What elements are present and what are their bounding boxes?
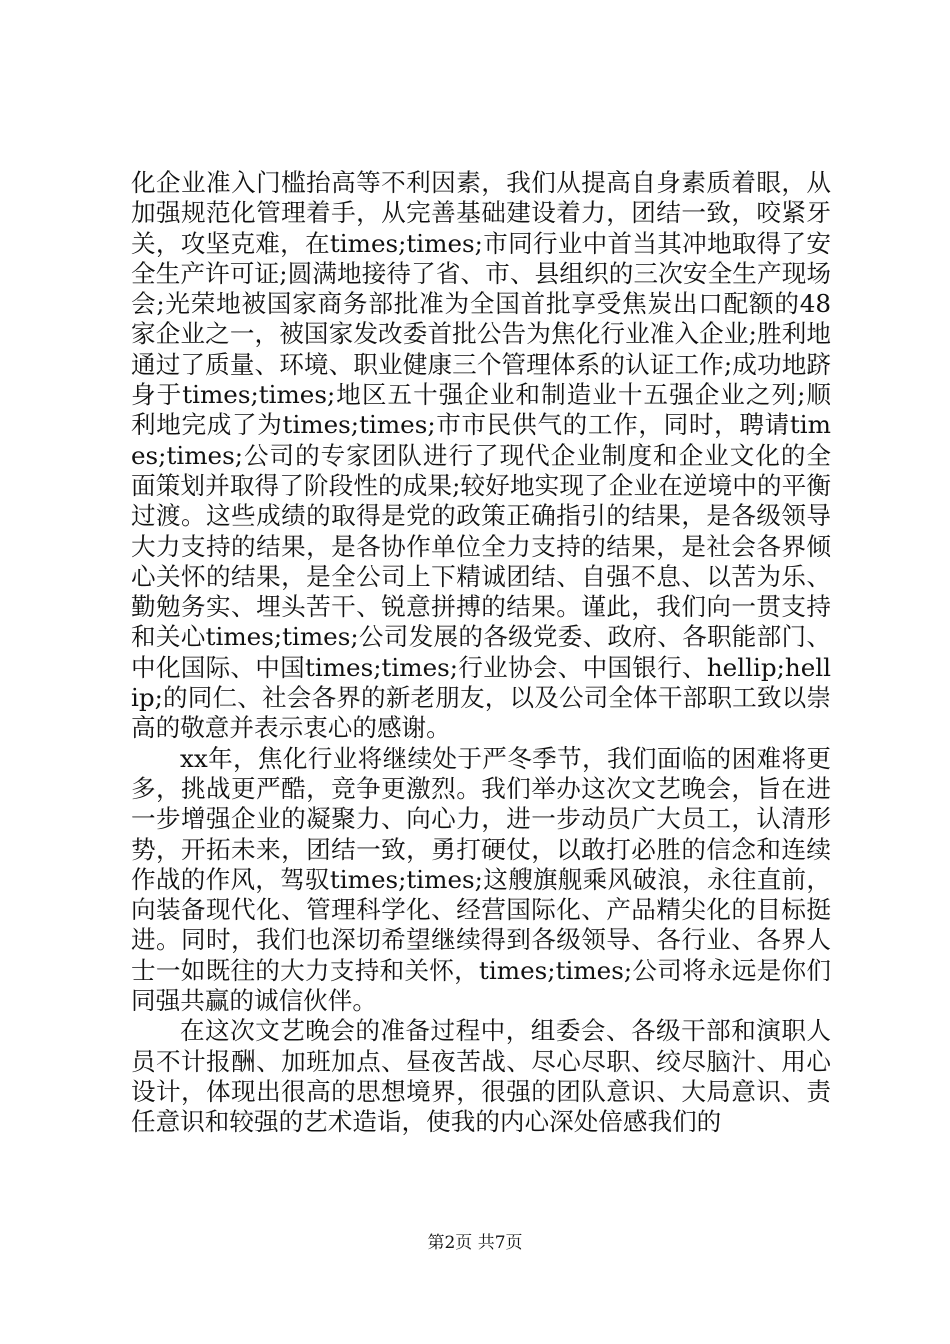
document-body	[131, 168, 831, 1138]
paragraph-3: 在这次文艺晚会的准备过程中，组委会、各级干部和演职人员不计报酬、加班加点、昼夜苦战、尽心尽职、绞尽脑汁、用心设计，体现出很高的思想境界，很强的团队意识、大局意识、责任意识和较强的艺术造诣，使我的内心深处倍感我们的	[131, 1016, 831, 1137]
paragraph-2: xx年，焦化行业将继续处于严冬季节，我们面临的困难将更多，挑战更严酷，竞争更激烈。我们举办这次文艺晚会，旨在进一步增强企业的凝聚力、向心力，进一步动员广大员工，认清形势，开拓未来，团结一致，勇打硬仗，以敢打必胜的信念和连续作战的作风，驾驭times;times;这艘旗舰乘风破浪，永往直前，向装备现代化、管理科学化、经营国际化、产品精尖化的目标挺进。同时，我们也深切希望继续得到各级领导、各行业、各界人士一如既往的大力支持和关怀，times;times;公司将永远是你们同强共赢的诚信伙伴。	[131, 743, 831, 1016]
page-number-footer: 第2页 共7页	[427, 1233, 523, 1253]
paragraph-1: 化企业准入门槛抬高等不利因素，我们从提高自身素质着眼，从加强规范化管理着手，从完善基础建设着力，团结一致，咬紧牙关，攻坚克难，在times;times;市同行业中首当其冲地取得了安全生产许可证;圆满地接待了省、市、县组织的三次安全生产现场会;光荣地被国家商务部批准为全国首批享受焦炭出口配额的48家企业之一，被国家发改委首批公告为焦化行业准入企业;胜利地通过了质量、环境、职业健康三个管理体系的认证工作;成功地跻身于times;times;地区五十强企业和制造业十五强企业之列;顺利地完成了为times;times;市市民供气的工作，同时，聘请times;times;公司的专家团队进行了现代企业制度和企业文化的全面策划并取得了阶段性的成果;较好地实现了企业在逆境中的平衡过渡。这些成绩的取得是党的政策正确指引的结果，是各级领导大力支持的结果，是各协作单位全力支持的结果，是社会各界倾心关怀的结果，是全公司上下精诚团结、自强不息、以苦为乐、勤勉务实、埋头苦干、锐意拼搏的结果。谨此，我们向一贯支持和关心times;times;公司发展的各级党委、政府、各职能部门、中化国际、中国times;times;行业协会、中国银行、hellip;hellip;的同仁、社会各界的新老朋友，以及公司全体干部职工致以崇高的敬意并表示衷心的感谢。	[131, 168, 831, 743]
